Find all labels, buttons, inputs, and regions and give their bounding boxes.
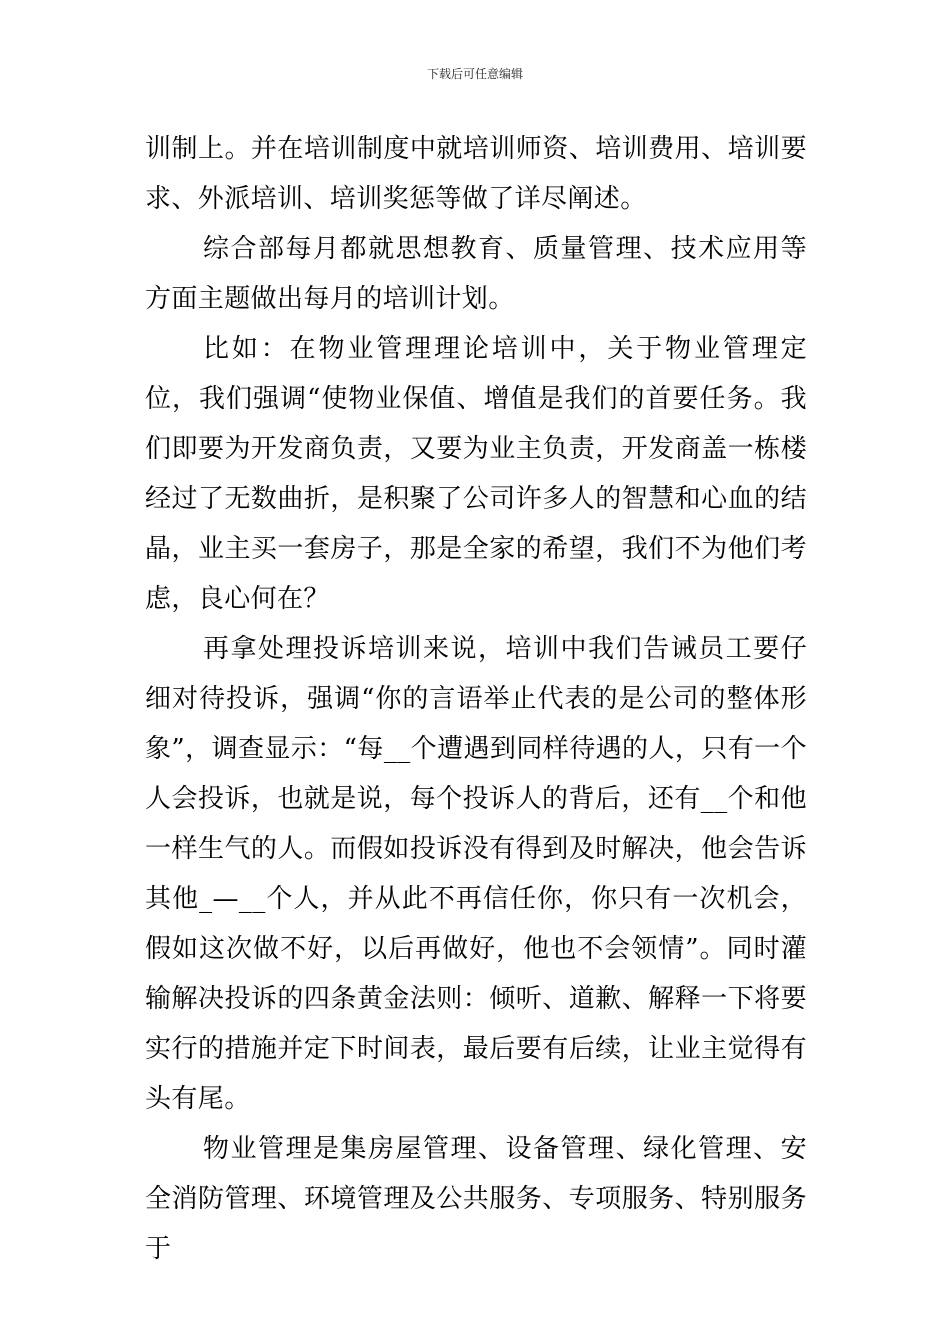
paragraph-3: 比如：在物业管理理论培训中，关于物业管理定位，我们强调“使物业保值、增值是我们的首要任务。我们即要为开发商负责，又要为业主负责，开发商盖一栋楼经过了无数曲折，是积聚了公司许多人的智慧和心血的结晶，业主买一套房子，那是全家的希望，我们不为他们考虑，良心何在？ [145, 334, 807, 614]
document-body [145, 124, 807, 1274]
paragraph-5: 物业管理是集房屋管理、设备管理、绿化管理、安全消防管理、环境管理及公共服务、专项服务、特别服务于 [145, 1134, 807, 1264]
paragraph-4: 再拿处理投诉培训来说，培训中我们告诫员工要仔细对待投诉，强调“你的言语举止代表的是公司的整体形象”，调查显示：“每__个遭遇到同样待遇的人，只有一个人会投诉，也就是说，每个投诉人的背后，还有__个和他一样生气的人。而假如投诉没有得到及时解决，他会告诉其他_—__个人，并从此不再信任你，你只有一次机会，假如这次做不好，以后再做好，他也不会领情”。同时灌输解决投诉的四条黄金法则：倾听、道歉、解释一下将要实行的措施并定下时间表，最后要有后续，让业主觉得有头有尾。 [145, 634, 807, 1114]
page-header: 下载后可任意编辑 [426, 67, 523, 81]
paragraph-1: 训制上。并在培训制度中就培训师资、培训费用、培训要求、外派培训、培训奖惩等做了详尽阐述。 [145, 134, 807, 214]
paragraph-2: 综合部每月都就思想教育、质量管理、技术应用等方面主题做出每月的培训计划。 [145, 234, 807, 314]
